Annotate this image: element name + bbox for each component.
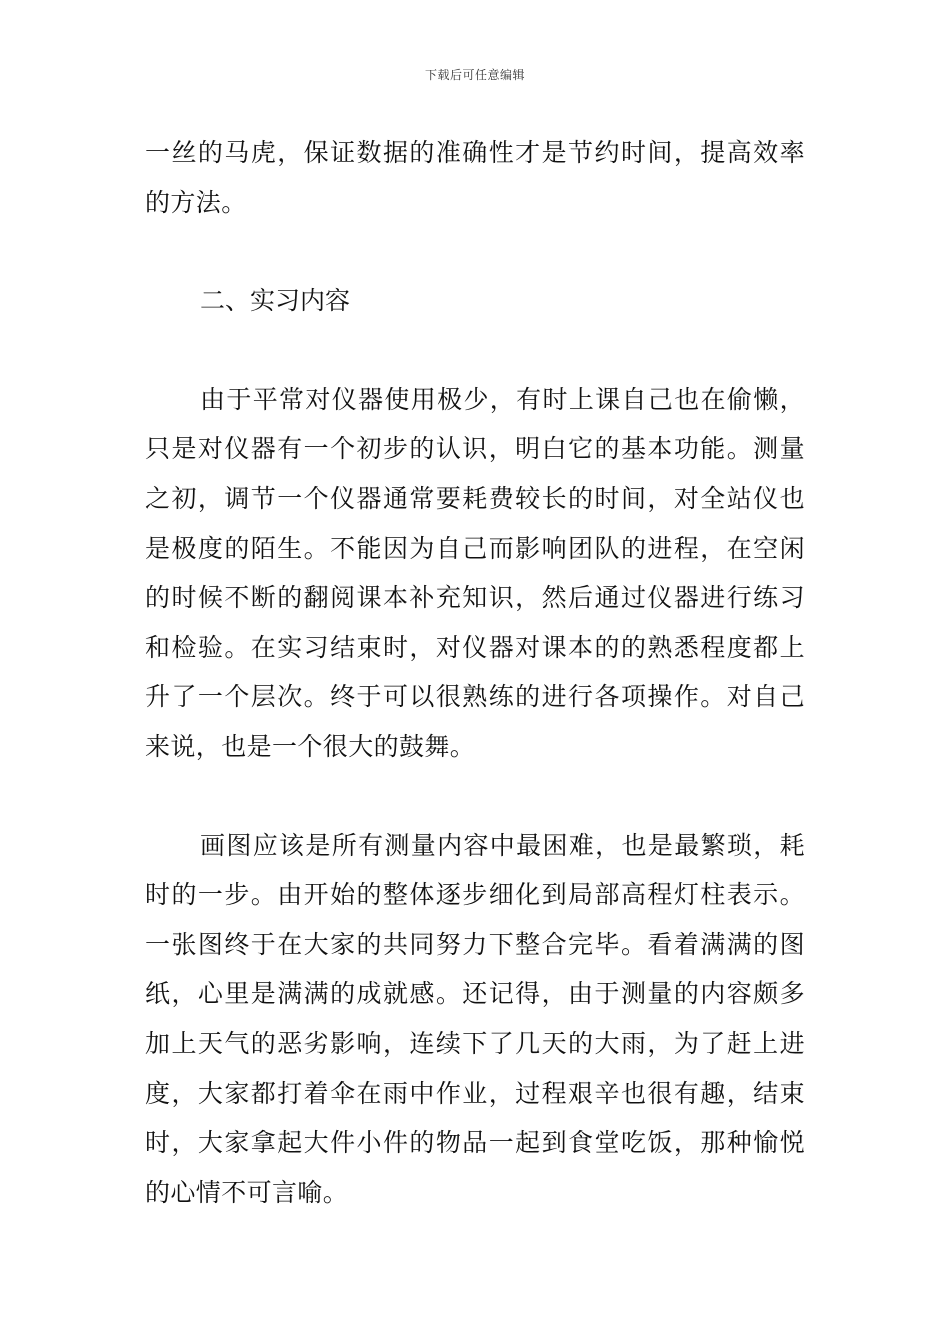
- paragraph-instruments: 由于平常对仪器使用极少，有时上课自己也在偷懒，只是对仪器有一个初步的认识，明白它的基本功能。测量之初，调节一个仪器通常要耗费较长的时间，对全站仪也是极度的陌生。不能因为自己而影响团队的进程，在空闲的时候不断的翻阅课本补充知识，然后通过仪器进行练习和检验。在实习结束时，对仪器对课本的的熟悉程度都上升了一个层次。终于可以很熟练的进行各项操作。对自己来说，也是一个很大的鼓舞。: [145, 384, 805, 761]
- spacer: [145, 772, 805, 821]
- paragraph-continued: 一丝的马虎，保证数据的准确性才是节约时间，提高效率的方法。: [145, 138, 805, 217]
- document-body: [145, 128, 805, 1217]
- page-header: 下载后可任意编辑: [424, 68, 525, 82]
- paragraph-drawing: 画图应该是所有测量内容中最困难，也是最繁琐，耗时的一步。由开始的整体逐步细化到局部高程灯柱表示。一张图终于在大家的共同努力下整合完毕。看着满满的图纸，心里是满满的成就感。还记得，由于测量的内容颇多加上天气的恶劣影响，连续下了几天的大雨，为了赶上进度，大家都打着伞在雨中作业，过程艰辛也很有趣，结束时，大家拿起大件小件的物品一起到食堂吃饭，那种愉悦的心情不可言喻。: [145, 830, 805, 1207]
- section-heading: 二、实习内容: [200, 286, 351, 316]
- spacer: [145, 326, 805, 375]
- spacer: [145, 227, 805, 276]
